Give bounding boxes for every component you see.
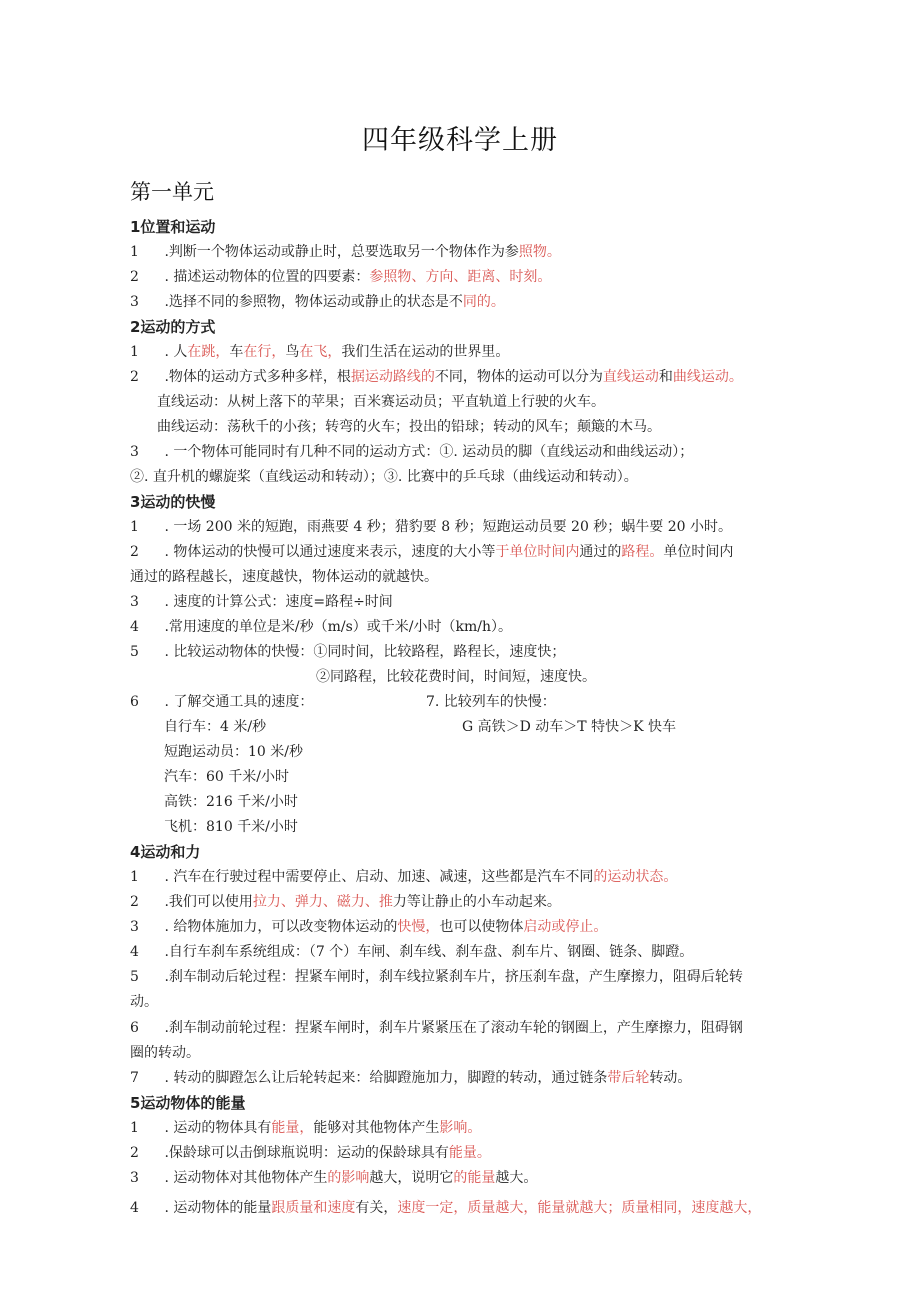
list-item: 1 . 运动的物体具有能量，能够对其他物体产生影响。	[130, 1120, 482, 1136]
section-heading-2: 2运动的方式	[130, 318, 216, 336]
section-heading-5: 5运动物体的能量	[130, 1094, 246, 1112]
text-line: ②同路程，比较花费时间，时间短，速度快。	[316, 669, 596, 685]
section-heading-1: 1位置和运动	[130, 218, 216, 236]
list-item: 3 . 一个物体可能同时有几种不同的运动方式：①. 运动员的脚（直线运动和曲线运动）；	[130, 444, 694, 460]
list-item: 4 .自行车刹车系统组成：（7 个）车闸、刹车线、刹车盘、刹车片、钢圈、链条、脚蹬。	[130, 944, 694, 960]
list-item: 1 . 汽车在行驶过程中需要停止、启动、加速、减速，这些都是汽车不同的运动状态。	[130, 869, 678, 885]
list-item: 6 .刹车制动前轮过程：捏紧车闸时，刹车片紧紧压在了滚动车轮的钢圈上，产生摩擦力，阻碍钢	[130, 1020, 743, 1036]
speed-item: 飞机：810 千米/小时	[164, 819, 298, 835]
speed-item: 汽车：60 千米/小时	[164, 769, 289, 785]
list-item: 3 . 给物体施加力，可以改变物体运动的快慢，也可以使物体启动或停止。	[130, 919, 608, 935]
list-item: 2 . 物体运动的快慢可以通过速度来表示，速度的大小等于单位时间内通过的路程。单位时间内	[130, 544, 734, 560]
train-ranking: G 高铁＞D 动车＞T 特快＞K 快车	[462, 719, 677, 735]
speed-item: 短跑运动员：10 米/秒	[164, 744, 303, 760]
list-item: 7 . 转动的脚蹬怎么让后轮转起来：给脚蹬施加力，脚蹬的转动，通过链条带后轮转动。	[130, 1070, 692, 1086]
list-item: 7. 比较列车的快慢：	[426, 694, 556, 710]
unit-heading: 第一单元	[130, 180, 214, 204]
list-item: 3 . 运动物体对其他物体产生的影响越大，说明它的能量越大。	[130, 1170, 538, 1186]
list-item: 4 . 运动物体的能量跟质量和速度有关，速度一定，质量越大，能量就越大；质量相同，速度越大，	[130, 1200, 762, 1216]
speed-item: 高铁：216 千米/小时	[164, 794, 298, 810]
list-item: 5 . 比较运动物体的快慢：①同时间，比较路程，路程长，速度快；	[130, 644, 566, 660]
section-heading-3: 3运动的快慢	[130, 493, 216, 511]
list-item: 3 .选择不同的参照物，物体运动或静止的状态是不同的。	[130, 294, 505, 310]
list-item: 1 . 人在跳，车在行，鸟在飞，我们生活在运动的世界里。	[130, 344, 510, 360]
speed-item: 自行车：4 米/秒	[164, 719, 267, 735]
page-title: 四年级科学上册	[362, 125, 558, 156]
text-line: 通过的路程越长，速度越快，物体运动的就越快。	[130, 569, 438, 585]
text-line: 圈的转动。	[130, 1045, 200, 1061]
list-item: 1 .判断一个物体运动或静止时，总要选取另一个物体作为参照物。	[130, 244, 561, 260]
text-line: 直线运动：从树上落下的苹果；百米赛运动员；平直轨道上行驶的火车。	[157, 394, 605, 410]
list-item: 6 . 了解交通工具的速度：	[130, 694, 314, 710]
text-line: ②. 直升机的螺旋桨（直线运动和转动）；③. 比赛中的乒乓球（曲线运动和转动）。	[130, 469, 638, 485]
section-heading-4: 4运动和力	[130, 843, 201, 861]
list-item: 4 .常用速度的单位是米/秒（m/s）或千米/小时（km/h）。	[130, 619, 513, 635]
list-item: 2 . 描述运动物体的位置的四要素：参照物、方向、距离、时刻。	[130, 269, 552, 285]
list-item: 5 .刹车制动后轮过程：捏紧车闸时，刹车线拉紧刹车片，挤压刹车盘，产生摩擦力，阻碍后轮转	[130, 969, 743, 985]
list-item: 2 .物体的运动方式多种多样，根据运动路线的不同，物体的运动可以分为直线运动和曲线运动。	[130, 369, 743, 385]
list-item: 1 . 一场 200 米的短跑，雨燕要 4 秒；猎豹要 8 秒；短跑运动员要 20 秒；蜗牛要 20 小时。	[130, 519, 733, 535]
text-line: 动。	[130, 994, 158, 1010]
list-item: 2 .我们可以使用拉力、弹力、磁力、推力等让静止的小车动起来。	[130, 894, 561, 910]
list-item: 2 .保龄球可以击倒球瓶说明：运动的保龄球具有能量。	[130, 1145, 491, 1161]
list-item: 3 . 速度的计算公式：速度=路程÷时间	[130, 594, 393, 610]
text-line: 曲线运动：荡秋千的小孩；转弯的火车；投出的铅球；转动的风车；颠簸的木马。	[157, 419, 661, 435]
